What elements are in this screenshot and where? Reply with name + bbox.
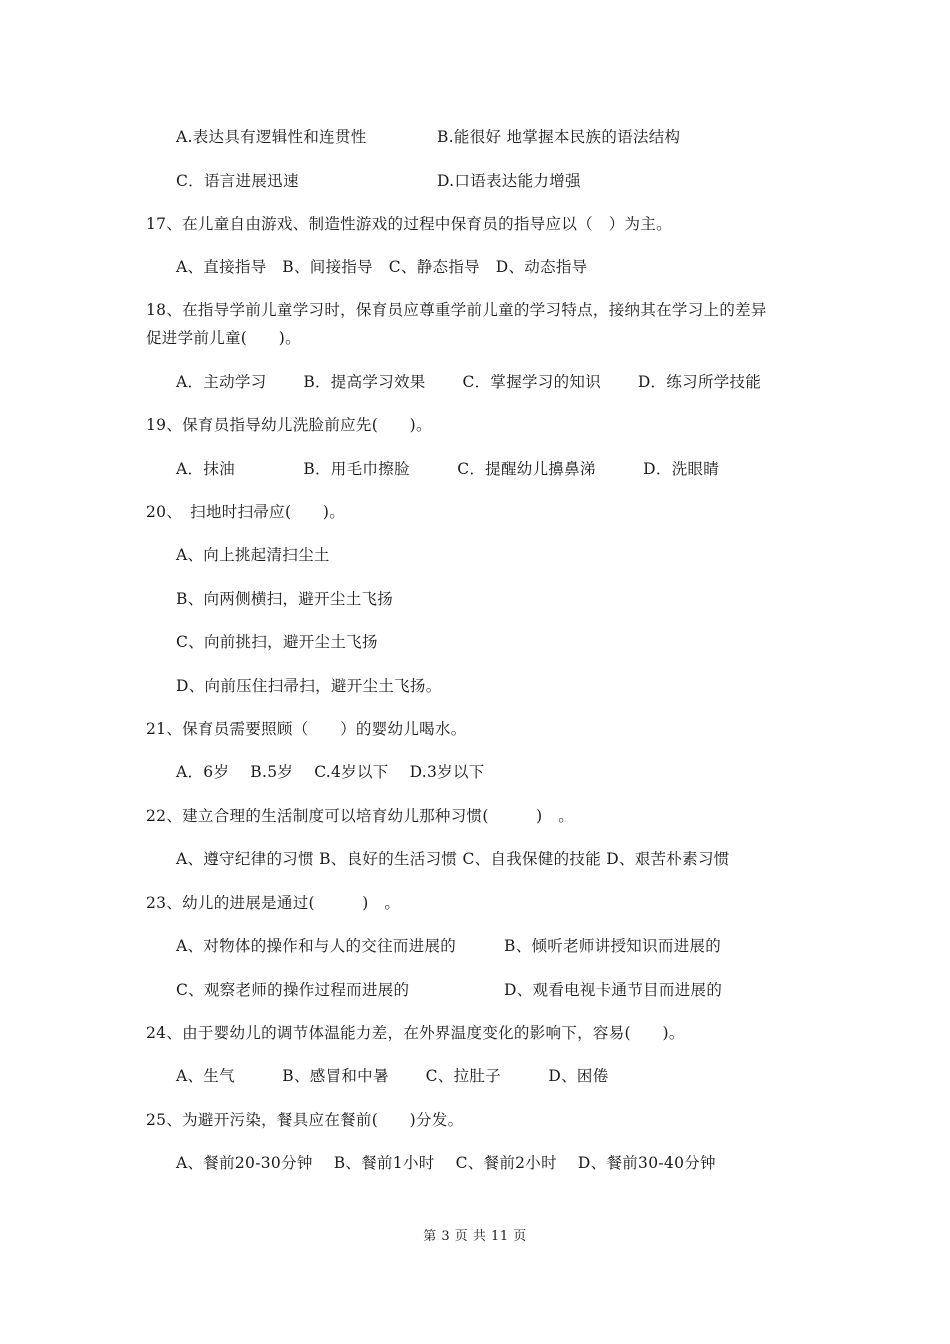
q25-options: A、餐前20-30分钟 B、餐前1小时 C、餐前2小时 D、餐前30-40分钟 (176, 1154, 716, 1172)
q16-option-d: D.口语表达能力增强 (437, 172, 581, 190)
q23-option-a: A、对物体的操作和与人的交往而进展的 (176, 937, 457, 955)
q19-options: A．抹油 B．用毛巾擦脸 C．提醒幼儿擤鼻涕 D．洗眼睛 (176, 460, 720, 478)
q20-stem: 20、 扫地时扫帚应( )。 (146, 503, 346, 521)
q16-option-b: B.能很好 地掌握本民族的语法结构 (437, 128, 681, 146)
q17-options: A、直接指导 B、间接指导 C、静态指导 D、动态指导 (176, 258, 588, 276)
q21-options: A．6岁 B.5岁 C.4岁以下 D.3岁以下 (176, 763, 485, 781)
q22-options: A、遵守纪律的习惯 B、良好的生活习惯 C、自我保健的技能 D、艰苦朴素习惯 (176, 850, 730, 868)
q23-option-d: D、观看电视卡通节目而进展的 (504, 981, 723, 999)
q22-stem: 22、建立合理的生活制度可以培育幼儿那种习惯( ) 。 (146, 807, 575, 825)
q20-option-b: B、向两侧横扫，避开尘土飞扬 (176, 590, 394, 608)
q18-stem-line2: 促进学前儿童( )。 (146, 329, 301, 347)
q20-option-c: C、向前挑扫，避开尘土飞扬 (176, 633, 378, 651)
q23-option-c: C、观察老师的操作过程而进展的 (176, 981, 410, 999)
q20-option-a: A、向上挑起清扫尘土 (176, 546, 330, 564)
q20-option-d: D、向前压住扫帚扫，避开尘土飞扬。 (176, 677, 442, 695)
q23-option-b: B、倾听老师讲授知识而进展的 (504, 937, 722, 955)
q18-stem-line1: 18、在指导学前儿童学习时，保育员应尊重学前儿童的学习特点，接纳其在学习上的差异 (146, 301, 767, 319)
q19-stem: 19、保育员指导幼儿洗脸前应先( )。 (146, 416, 432, 434)
page-footer: 第 3 页 共 11 页 (423, 1229, 527, 1244)
q21-stem: 21、保育员需要照顾（ ）的婴幼儿喝水。 (146, 720, 467, 738)
q24-stem: 24、由于婴幼儿的调节体温能力差，在外界温度变化的影响下，容易( )。 (146, 1024, 685, 1042)
q25-stem: 25、为避开污染，餐具应在餐前( )分发。 (146, 1111, 464, 1129)
q23-stem: 23、幼儿的进展是通过( ) 。 (146, 894, 401, 912)
q17-stem: 17、在儿童自由游戏、制造性游戏的过程中保育员的指导应以（ ）为主。 (146, 215, 672, 233)
q16-option-a: A.表达具有逻辑性和连贯性 (176, 128, 367, 146)
q18-options: A．主动学习 B．提高学习效果 C．掌握学习的知识 D．练习所学技能 (176, 373, 762, 391)
q24-options: A、生气 B、感冒和中暑 C、拉肚子 D、困倦 (176, 1067, 609, 1085)
q16-option-c: C．语言进展迅速 (176, 172, 299, 190)
